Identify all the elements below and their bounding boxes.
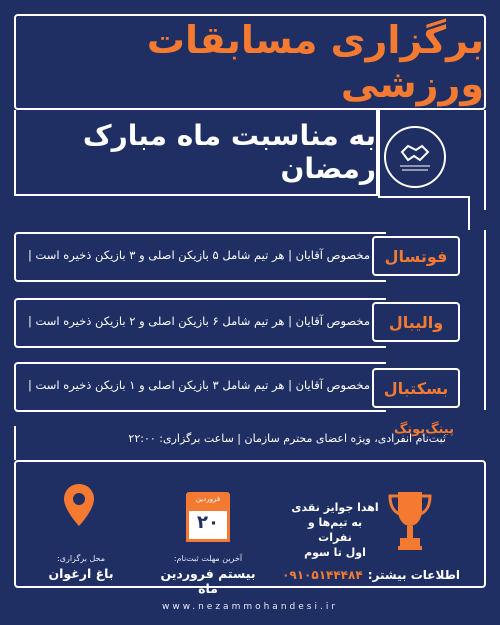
subtitle-box	[14, 110, 378, 196]
sport-tag-futsal: فوتسال	[372, 236, 460, 276]
sport-row-volleyball	[14, 298, 386, 348]
sport-row-basketball	[14, 362, 386, 412]
sport-row-futsal	[14, 232, 386, 282]
prizes-line: اول تا سوم	[304, 546, 366, 559]
connector-line	[484, 230, 486, 410]
calendar-month: فروردین	[195, 495, 221, 503]
page-title: برگزاری مسابقات ورزشی	[146, 18, 484, 106]
page-subtitle: به مناسبت ماه مبارک رمضان	[82, 119, 376, 185]
sport-tag-basketball: بسکتبال	[372, 368, 460, 408]
prizes-line: به تیم‌ها و نفرات	[307, 516, 363, 544]
connector-line	[378, 110, 380, 196]
sport-tag-volleyball: والیبال	[372, 302, 460, 342]
trophy-icon	[388, 490, 432, 556]
title-box	[14, 14, 486, 110]
footer-url: www.nezammohandesi.ir	[161, 602, 339, 612]
connector-line	[378, 196, 470, 198]
connector-line	[14, 426, 16, 460]
prizes-text	[290, 500, 380, 560]
sport-description: مخصوص آقایان | هر تیم شامل ۵ بازیکن اصلی و ۳ بازیکن ذخیره است |	[27, 248, 370, 262]
deadline-value: بیستم فروردین ماه	[160, 566, 256, 596]
prizes-line: اهدا جوایز نقدی	[291, 501, 379, 514]
contact-line	[284, 564, 460, 583]
connector-line	[468, 196, 470, 230]
pingpong-title: پینگ‌پونگ	[393, 422, 454, 437]
handshake-icon	[386, 128, 444, 186]
connector-line	[484, 110, 486, 210]
organization-logo	[384, 126, 446, 188]
contact-phone: ۰۹۱۰۵۱۴۴۴۸۴	[282, 568, 363, 582]
location-pin-icon	[64, 484, 94, 526]
location-value: باغ ارغوان	[48, 566, 114, 581]
calendar-day: ۲۰	[197, 512, 219, 533]
sport-description: مخصوص آقایان | هر تیم شامل ۳ بازیکن اصلی و ۱ بازیکن ذخیره است |	[27, 378, 370, 392]
calendar-icon	[186, 492, 230, 542]
contact-label: اطلاعات بیشتر:	[367, 568, 460, 582]
deadline-label: آخرین مهلت ثبت‌نام:	[173, 554, 243, 563]
location-label: محل برگزاری:	[57, 554, 105, 563]
pingpong-description: ثبت‌نام انفرادی، ویژه اعضای محترم سازمان | ساعت برگزاری: ۲۲:۰۰	[128, 432, 446, 445]
sport-description: مخصوص آقایان | هر تیم شامل ۶ بازیکن اصلی و ۲ بازیکن ذخیره است |	[27, 314, 370, 328]
